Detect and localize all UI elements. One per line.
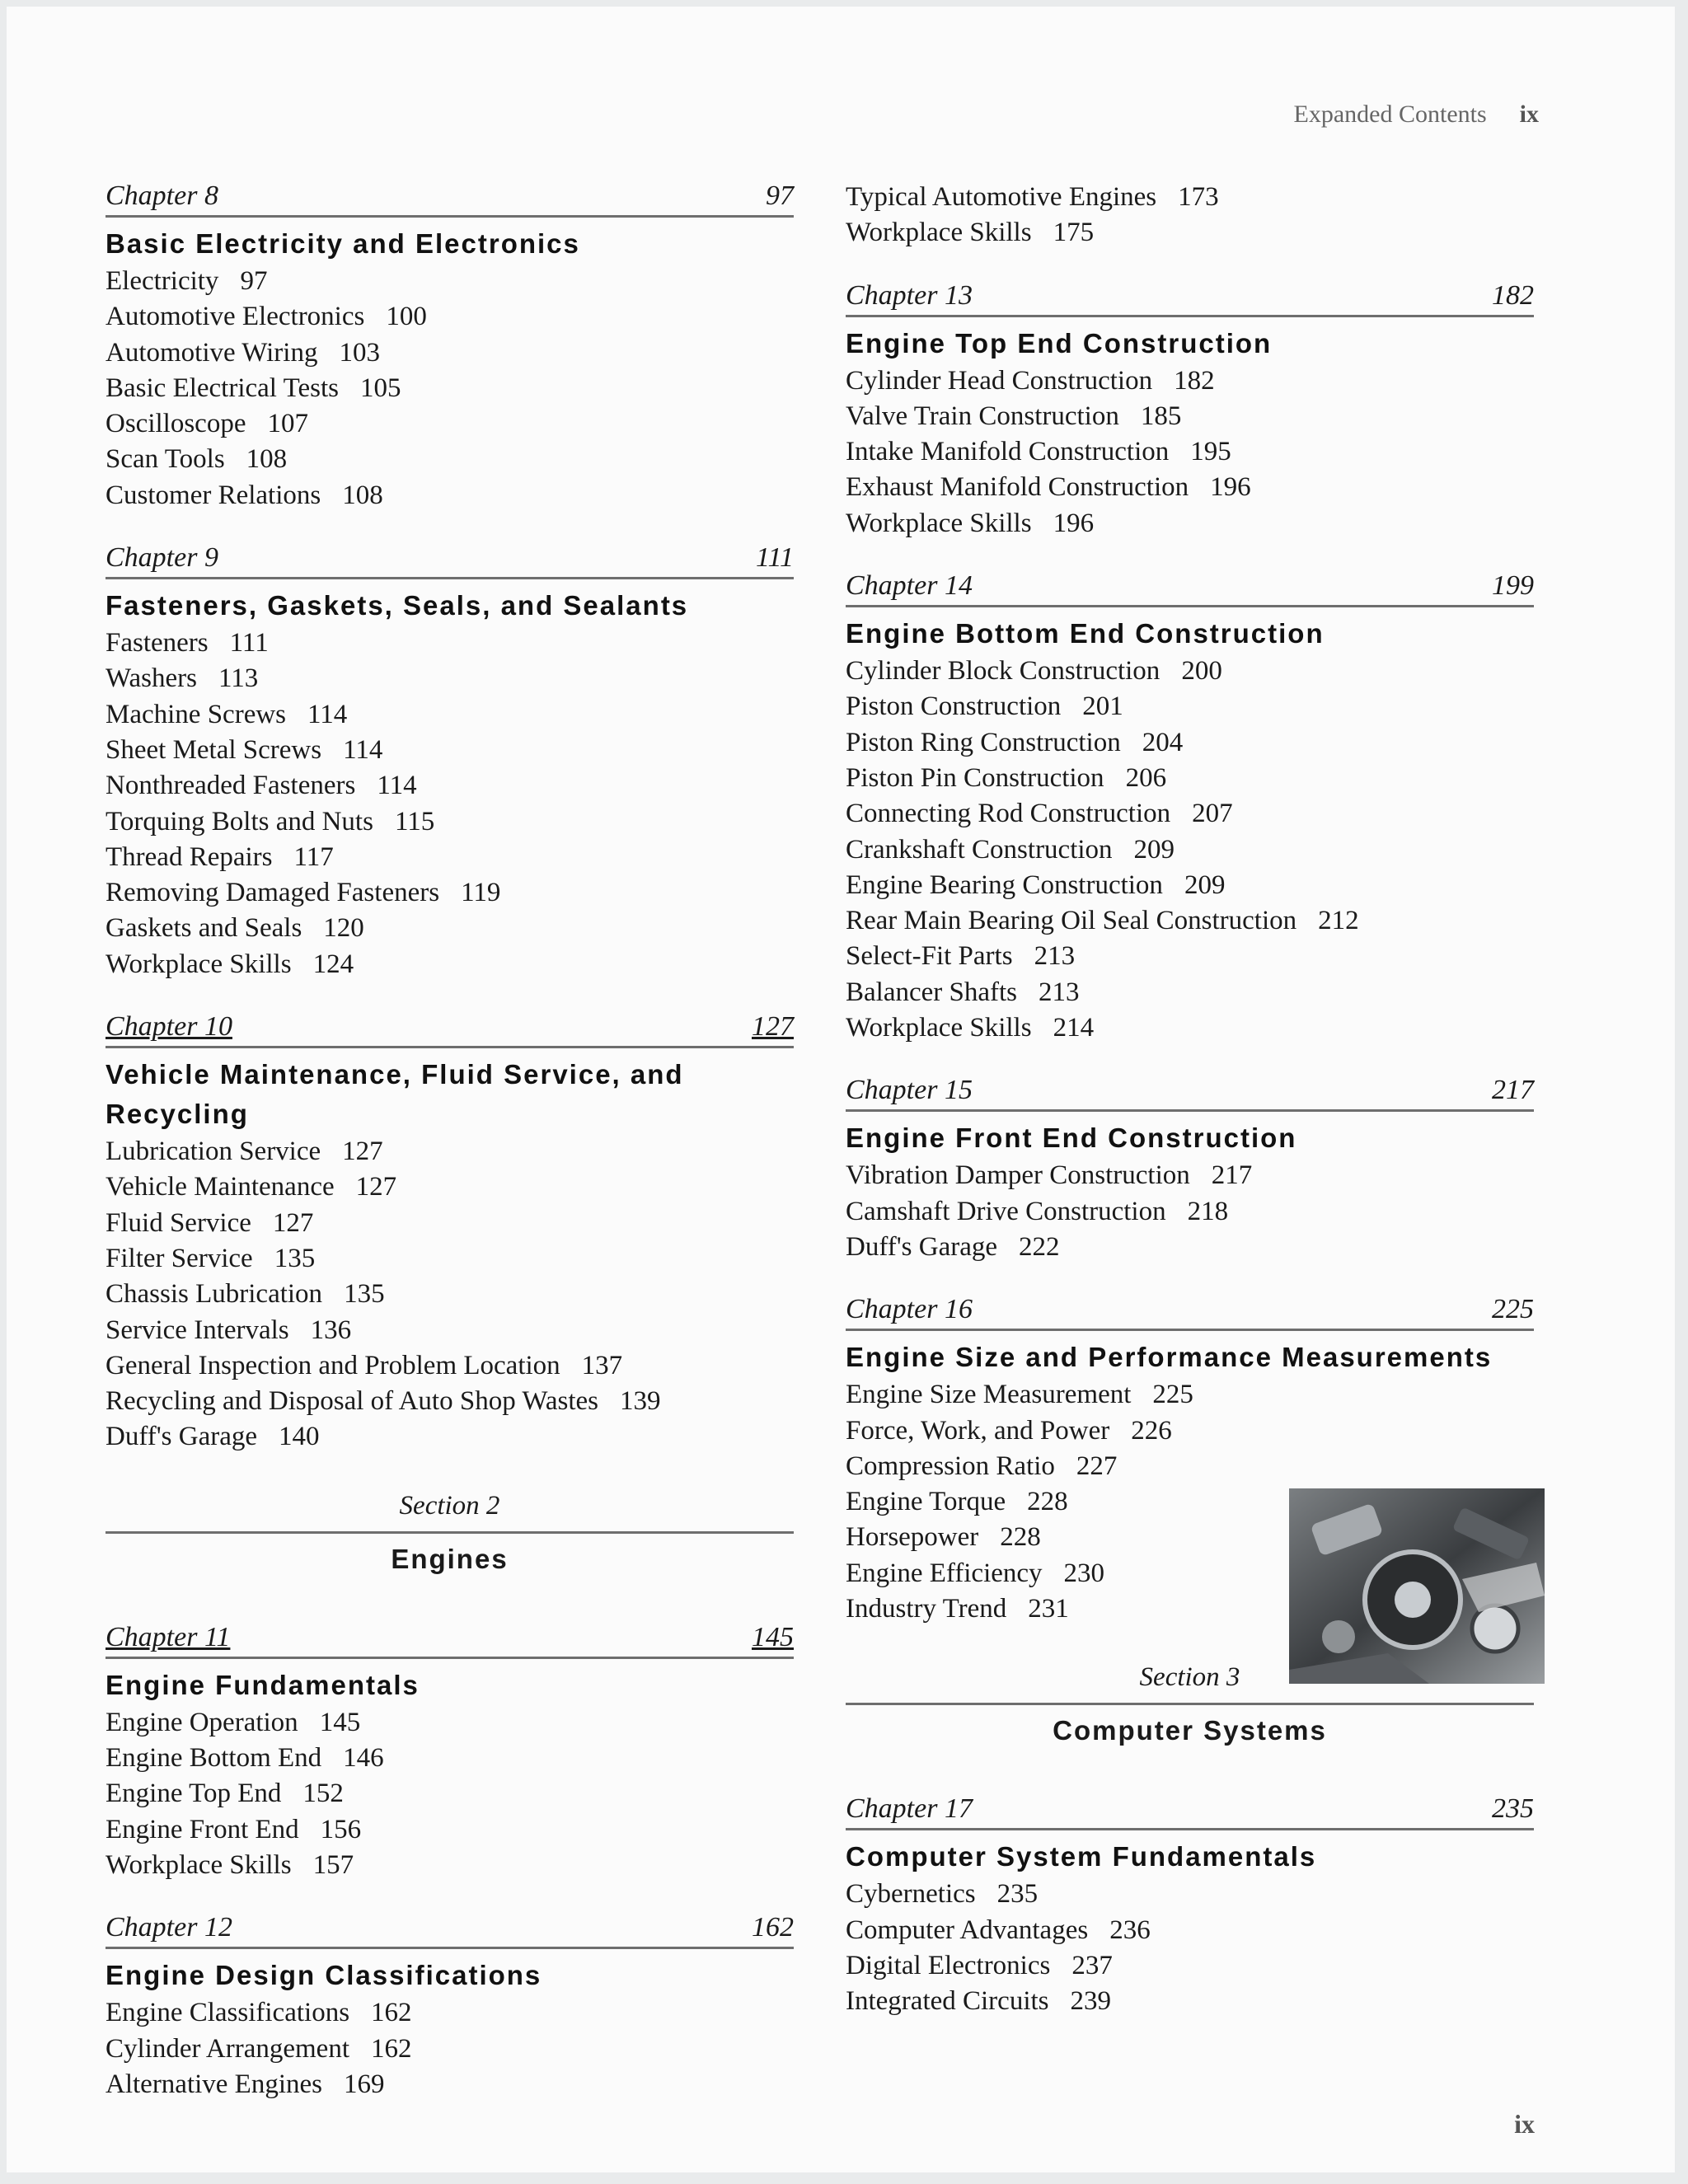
entry-list — [846, 1877, 1534, 2019]
entry-title: Workplace Skills — [846, 218, 1032, 248]
entry-page: 107 — [267, 409, 308, 439]
entry-title: Nonthreaded Fasteners — [106, 771, 356, 801]
chapter-title: Engine Front End Construction — [846, 1122, 1297, 1154]
entry-page: 108 — [246, 444, 288, 475]
toc-entry — [846, 761, 1534, 796]
toc-entry — [106, 1995, 794, 2031]
entry-list — [106, 264, 794, 513]
toc-entry — [846, 1230, 1534, 1265]
toc-entry — [846, 1194, 1534, 1230]
entry-list — [106, 1995, 794, 2102]
entry-page: 239 — [1070, 1986, 1112, 2017]
chapter-page: 182 — [1492, 279, 1534, 311]
entry-page: 119 — [461, 878, 501, 908]
entry-title: Engine Bottom End — [106, 1743, 322, 1774]
entry-page: 231 — [1028, 1594, 1069, 1624]
toc-entry — [846, 689, 1534, 724]
chapter-label: Chapter 17 — [846, 1793, 973, 1825]
toc-entry — [106, 804, 794, 840]
entry-page: 228 — [1000, 1522, 1041, 1553]
entry-page: 214 — [1053, 1013, 1095, 1043]
entry-title: Force, Work, and Power — [846, 1415, 1110, 1446]
toc-entry — [846, 832, 1534, 868]
toc-entry — [846, 1449, 1534, 1484]
chapter-page: 217 — [1492, 1075, 1534, 1106]
chapter-block — [106, 1911, 794, 2102]
entry-title: Fasteners — [106, 628, 209, 658]
entry-title: Camshaft Drive Construction — [846, 1196, 1166, 1226]
entry-title: Exhaust Manifold Construction — [846, 472, 1189, 503]
section-label: Section 2 — [399, 1490, 500, 1521]
entry-title: Chassis Lubrication — [106, 1279, 323, 1310]
chapter-block — [846, 569, 1534, 1046]
entry-page: 217 — [1211, 1160, 1253, 1191]
toc-entry — [106, 733, 794, 768]
toc-entry — [846, 939, 1534, 974]
entry-title: Torquing Bolts and Nuts — [106, 806, 373, 837]
chapter-title: Basic Electricity and Electronics — [106, 228, 580, 259]
toc-entry — [106, 1848, 794, 1883]
entry-page: 201 — [1082, 691, 1123, 722]
entry-page: 162 — [371, 1998, 412, 2028]
entry-page: 209 — [1133, 834, 1175, 865]
entry-title: Electricity — [106, 266, 219, 296]
entry-title: Engine Efficiency — [846, 1558, 1043, 1588]
chapter-block — [846, 279, 1534, 541]
section-title: Computer Systems — [1053, 1715, 1327, 1746]
chapter-label: Chapter 9 — [106, 542, 218, 574]
page-numeral-bottom: ix — [1514, 2109, 1535, 2139]
entry-page: 204 — [1142, 727, 1184, 757]
chapter-title: Engine Fundamentals — [106, 1669, 420, 1700]
page — [7, 7, 1675, 2172]
toc-entry — [846, 1377, 1534, 1413]
toc-entry — [846, 975, 1534, 1010]
chapter-block — [106, 180, 794, 513]
chapter-heading — [846, 1793, 1534, 1830]
entry-page: 127 — [272, 1207, 314, 1238]
entry-page: 225 — [1152, 1380, 1193, 1410]
entry-title: Intake Manifold Construction — [846, 437, 1170, 467]
chapter-page: 127 — [752, 1011, 794, 1043]
entry-title: Engine Bearing Construction — [846, 869, 1163, 900]
chapter-page: 97 — [766, 180, 794, 211]
entry-title: Workplace Skills — [106, 1849, 292, 1880]
entry-title: Cylinder Block Construction — [846, 656, 1160, 687]
entry-page: 127 — [342, 1137, 383, 1167]
entry-title: Gaskets and Seals — [106, 913, 302, 944]
toc-entry — [106, 478, 794, 513]
chapter-page: 162 — [752, 1912, 794, 1943]
entry-title: Rear Main Bearing Oil Seal Construction — [846, 906, 1297, 936]
chapter-block — [846, 1074, 1534, 1265]
toc-entry — [846, 470, 1534, 505]
entry-page: 136 — [310, 1315, 352, 1345]
entry-page: 195 — [1190, 437, 1231, 467]
toc-entry — [846, 796, 1534, 832]
entry-title: Typical Automotive Engines — [846, 182, 1157, 212]
entry-page: 145 — [319, 1707, 361, 1737]
toc-entry — [846, 1984, 1534, 2019]
chapter-page: 225 — [1492, 1294, 1534, 1325]
entry-title: Crankshaft Construction — [846, 834, 1113, 865]
chapter-label: Chapter 15 — [846, 1075, 973, 1106]
entry-list — [846, 363, 1534, 541]
entry-title: Workplace Skills — [846, 1013, 1032, 1043]
entry-page: 236 — [1109, 1915, 1151, 1945]
toc-entry — [106, 335, 794, 371]
entry-title: Vibration Damper Construction — [846, 1160, 1190, 1191]
entry-page: 213 — [1034, 941, 1076, 972]
section-rule — [106, 1531, 794, 1534]
chapter-label: Chapter 8 — [106, 180, 218, 211]
toc-entry — [846, 654, 1534, 689]
entry-page: 97 — [240, 266, 268, 296]
toc-entry — [106, 1776, 794, 1811]
entry-title: Washers — [106, 663, 197, 694]
toc-entry — [106, 1241, 794, 1277]
toc-entry — [106, 1277, 794, 1312]
entry-page: 235 — [996, 1879, 1039, 1910]
entry-title: Piston Pin Construction — [846, 762, 1104, 793]
toc-entry — [846, 506, 1534, 541]
toc-entry — [846, 1913, 1534, 1948]
chapter-block — [106, 1621, 794, 1883]
entry-title: Workplace Skills — [846, 508, 1032, 538]
entry-page: 207 — [1192, 799, 1233, 829]
toc-entry — [106, 697, 794, 733]
entry-title: Removing Damaged Fasteners — [106, 878, 440, 908]
entry-page: 200 — [1181, 656, 1222, 687]
chapter-label: Chapter 12 — [106, 1912, 232, 1943]
entry-title: Filter Service — [106, 1243, 253, 1273]
toc-entry — [846, 363, 1534, 399]
chapter-title: Engine Design Classifications — [106, 1960, 542, 1991]
toc-entry — [846, 725, 1534, 761]
toc-entry — [106, 1348, 794, 1384]
toc-entry — [106, 1384, 794, 1419]
entry-page: 120 — [323, 913, 364, 944]
chapter-heading — [106, 541, 794, 579]
entry-page: 105 — [359, 373, 401, 403]
entry-list — [846, 654, 1534, 1046]
toc-entry — [106, 406, 794, 442]
toc-entry — [106, 661, 794, 696]
toc-entry — [846, 1413, 1534, 1449]
chapter-block — [106, 1010, 794, 1455]
entry-title: Engine Classifications — [106, 1998, 350, 2028]
entry-title: Duff's Garage — [106, 1422, 258, 1452]
entry-page: 175 — [1053, 218, 1095, 248]
running-title: Expanded Contents — [1293, 101, 1487, 128]
entry-title: Connecting Rod Construction — [846, 799, 1171, 829]
entry-title: Engine Size Measurement — [846, 1380, 1132, 1410]
engine-photo — [1289, 1488, 1545, 1684]
chapter-block — [106, 541, 794, 982]
entry-page: 146 — [343, 1743, 384, 1774]
entry-title: Integrated Circuits — [846, 1986, 1049, 2017]
entry-page: 182 — [1174, 365, 1215, 396]
toc-entry — [846, 868, 1534, 903]
section-label: Section 3 — [1139, 1662, 1240, 1693]
entry-title: Valve Train Construction — [846, 401, 1119, 431]
toc-entry — [106, 1812, 794, 1848]
entry-page: 226 — [1131, 1415, 1172, 1446]
entry-page: 227 — [1076, 1451, 1118, 1481]
entry-title: Industry Trend — [846, 1594, 1007, 1624]
entry-list — [846, 1158, 1534, 1265]
entry-page: 113 — [218, 663, 259, 694]
toc-entry — [106, 768, 794, 804]
entry-list — [106, 1705, 794, 1883]
entry-title: Vehicle Maintenance — [106, 1172, 335, 1202]
entry-page: 114 — [377, 771, 417, 801]
chapter-heading — [106, 1010, 794, 1048]
chapter-label: Chapter 16 — [846, 1294, 973, 1325]
section-heading — [106, 1488, 794, 1578]
toc-entry — [846, 180, 1534, 215]
toc-entry — [106, 1206, 794, 1241]
entry-page: 230 — [1063, 1558, 1105, 1588]
entry-title: Machine Screws — [106, 699, 287, 729]
toc-entry — [106, 299, 794, 335]
section-rule — [846, 1703, 1534, 1705]
chapter-page: 199 — [1492, 570, 1534, 602]
chapter-title: Vehicle Maintenance, Fluid Service, and Recycling — [106, 1059, 684, 1130]
toc-entry — [106, 2067, 794, 2102]
entry-list — [846, 180, 1534, 251]
entry-title: General Inspection and Problem Location — [106, 1350, 560, 1380]
toc-entry — [846, 399, 1534, 434]
toc-entry — [106, 875, 794, 911]
entry-title: Cybernetics — [846, 1879, 976, 1910]
entry-title: Engine Front End — [106, 1814, 299, 1844]
entry-page: 237 — [1071, 1950, 1113, 1980]
chapter-page: 145 — [752, 1621, 794, 1652]
toc-entry — [846, 1158, 1534, 1193]
entry-page: 173 — [1178, 182, 1219, 212]
entry-title: Cylinder Arrangement — [106, 2033, 350, 2064]
entry-title: Engine Operation — [106, 1707, 298, 1737]
entry-page: 222 — [1019, 1231, 1060, 1262]
entry-title: Recycling and Disposal of Auto Shop Wastes — [106, 1386, 599, 1417]
chapter-title: Engine Size and Performance Measurements — [846, 1342, 1493, 1373]
chapter-heading — [106, 1621, 794, 1659]
toc-entry — [106, 1169, 794, 1205]
entry-title: Thread Repairs — [106, 841, 273, 872]
entry-page: 185 — [1140, 401, 1182, 431]
entry-title: Horsepower — [846, 1522, 979, 1553]
toc-entry — [106, 2032, 794, 2067]
section-title: Engines — [391, 1543, 509, 1574]
toc-entry — [106, 626, 794, 661]
entry-title: Scan Tools — [106, 444, 225, 475]
page-numeral-top: ix — [1519, 101, 1539, 128]
chapter-heading — [106, 180, 794, 218]
entry-title: Fluid Service — [106, 1207, 251, 1238]
entry-page: 100 — [386, 302, 427, 332]
entry-page: 152 — [302, 1779, 344, 1809]
entry-page: 169 — [344, 2069, 385, 2099]
toc-entry — [106, 264, 794, 299]
entry-page: 108 — [342, 480, 383, 510]
toc-entry — [846, 434, 1534, 470]
entry-page: 196 — [1053, 508, 1095, 538]
toc-entry — [106, 1705, 794, 1741]
entry-page: 228 — [1027, 1487, 1068, 1517]
entry-title: Select-Fit Parts — [846, 941, 1013, 972]
entry-page: 139 — [620, 1386, 661, 1417]
continued-entries — [846, 180, 1534, 251]
entry-page: 127 — [355, 1172, 397, 1202]
toc-entry — [846, 1948, 1534, 1984]
entry-title: Cylinder Head Construction — [846, 365, 1153, 396]
toc-entry — [106, 1134, 794, 1169]
entry-page: 156 — [320, 1814, 362, 1844]
entry-page: 114 — [343, 734, 383, 765]
entry-title: Service Intervals — [106, 1315, 289, 1345]
toc-entry — [846, 903, 1534, 939]
entry-title: Automotive Wiring — [106, 337, 318, 368]
toc-entry — [106, 1419, 794, 1455]
entry-title: Duff's Garage — [846, 1231, 998, 1262]
entry-list — [106, 626, 794, 982]
toc-entry — [106, 911, 794, 946]
entry-title: Digital Electronics — [846, 1950, 1051, 1980]
entry-title: Piston Ring Construction — [846, 727, 1121, 757]
entry-page: 157 — [312, 1849, 354, 1880]
entry-page: 114 — [307, 699, 348, 729]
chapter-title: Engine Bottom End Construction — [846, 618, 1325, 649]
entry-page: 135 — [274, 1243, 316, 1273]
entry-title: Engine Torque — [846, 1487, 1006, 1517]
toc-entry — [106, 1313, 794, 1348]
entry-page: 103 — [339, 337, 380, 368]
toc-entry — [106, 371, 794, 406]
entry-title: Computer Advantages — [846, 1915, 1089, 1945]
entry-title: Lubrication Service — [106, 1137, 321, 1167]
running-head — [1294, 101, 1539, 129]
chapter-label: Chapter 13 — [846, 279, 973, 311]
chapter-title: Fasteners, Gaskets, Seals, and Sealants — [106, 590, 689, 621]
chapter-page: 111 — [756, 542, 794, 574]
chapter-heading — [846, 279, 1534, 317]
entry-list — [106, 1134, 794, 1455]
entry-page: 124 — [312, 949, 354, 979]
chapter-heading — [846, 1293, 1534, 1331]
entry-title: Alternative Engines — [106, 2069, 323, 2099]
entry-title: Automotive Electronics — [106, 302, 365, 332]
entry-title: Piston Construction — [846, 691, 1062, 722]
entry-title: Workplace Skills — [106, 949, 292, 979]
entry-title: Balancer Shafts — [846, 977, 1018, 1007]
toc-entry — [106, 840, 794, 875]
entry-title: Customer Relations — [106, 480, 321, 510]
entry-page: 218 — [1187, 1196, 1229, 1226]
chapter-block — [846, 1793, 1534, 2019]
entry-title: Basic Electrical Tests — [106, 373, 339, 403]
chapter-heading — [106, 1911, 794, 1949]
chapter-title: Engine Top End Construction — [846, 327, 1273, 359]
left-column — [106, 180, 794, 2130]
chapter-label: Chapter 11 — [106, 1621, 231, 1652]
entry-title: Sheet Metal Screws — [106, 734, 322, 765]
entry-title: Engine Top End — [106, 1779, 282, 1809]
entry-page: 162 — [371, 2033, 412, 2064]
entry-title: Oscilloscope — [106, 409, 246, 439]
chapter-label: Chapter 10 — [106, 1011, 232, 1043]
entry-page: 213 — [1039, 977, 1080, 1007]
chapter-heading — [846, 1074, 1534, 1112]
toc-entry — [846, 1010, 1534, 1046]
entry-page: 212 — [1318, 906, 1359, 936]
toc-entry — [106, 947, 794, 982]
entry-page: 135 — [344, 1279, 385, 1310]
toc-entry — [846, 215, 1534, 251]
entry-page: 209 — [1184, 869, 1226, 900]
toc-entry — [106, 1741, 794, 1776]
entry-title: Compression Ratio — [846, 1451, 1055, 1481]
entry-page: 196 — [1210, 472, 1251, 503]
chapter-heading — [846, 569, 1534, 607]
right-column — [846, 180, 1534, 2048]
entry-page: 115 — [394, 806, 435, 837]
chapter-page: 235 — [1492, 1793, 1534, 1825]
toc-entry — [106, 442, 794, 477]
entry-page: 111 — [229, 628, 269, 658]
chapter-label: Chapter 14 — [846, 570, 973, 602]
entry-page: 140 — [279, 1422, 320, 1452]
chapter-title: Computer System Fundamentals — [846, 1841, 1317, 1872]
entry-page: 206 — [1125, 762, 1167, 793]
entry-page: 117 — [293, 841, 334, 872]
toc-entry — [846, 1877, 1534, 1912]
entry-page: 137 — [581, 1350, 623, 1380]
